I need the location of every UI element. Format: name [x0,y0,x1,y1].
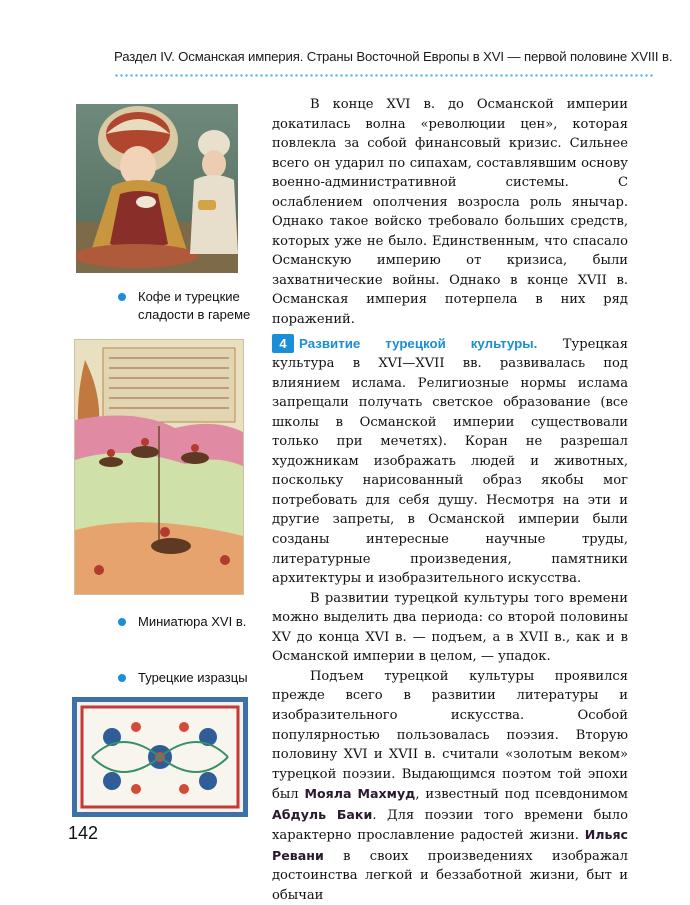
page-number: 142 [68,823,99,843]
poet-pseudonym-abdul-baki: Абдуль Баки [272,806,373,822]
header-dotted-rule [114,74,654,77]
tiles-illustration [72,697,248,817]
caption-harem-coffee: Кофе и турецкие сладости в гареме [138,289,251,322]
paragraph-1: В конце XVI в. до Османской империи докатилась волна «революции цен», которая повлекла за собой финансовый кризис. Сильнее всего он ударил по сипахам, составлявшим основу военно-административной системы. С ослаблением ополчения возросла роль янычар. Однако такое войско требовало больших средств, которых уже не было. Единственным, что спасало Османскую империю от кризиса, были захватнические войны. Однако в конце XVII в. Османская империя потерпела в них ряд поражений. [272,97,628,328]
section-number-badge: 4 [272,334,294,353]
caption-bullet-1 [118,293,126,301]
paragraph-2-text: Турецкая культура в XVI—XVII вв. развивалась под влиянием ислама. Религиозные нормы ислама запрещали получать светское образование (все школы в Османской империи существовали только при мечетях). Коран не разрешал художникам изображать людей и животных, поскольку нарисованный образ якобы мог потребовать для себя душу. Несмотря на эти и другие запреты, в Османской империи были созданы интересные научные труды, литературные произведения, памятники архитектуры и изобразительного искусства. [272,336,628,587]
poet-name-moyala-mahmud: Мояла Махмуд [304,786,416,802]
paragraph-4-part-d: в своих произведениях изображал достоинства легкой и беззаботной жизни, быт и обычаи [272,848,628,903]
running-header: Раздел IV. Османская империя. Страны Восточной Европы в XVI — первой половине XVIII в. [114,49,673,64]
paragraph-4 [272,667,628,905]
paragraph-4-part-b: , известный под псевдонимом [415,787,628,803]
section-title: Развитие турецкой культуры. [299,335,538,351]
caption-bullet-2 [118,618,126,626]
main-text-column [272,95,628,905]
caption-tiles: Турецкие изразцы [138,670,248,685]
paragraph-3: В развитии турецкой культуры того времени можно выделить два периода: со второй половины XV до конца XVI в. — подъем, а в XVII в., как и в Османской империи в целом, — упадок. [272,590,628,665]
caption-miniature: Миниатюра XVI в. [138,614,247,629]
miniature-illustration [75,340,243,594]
poet-name-ilyas-revani: Ильяс Ревани [272,827,628,863]
paragraph-2 [272,334,628,589]
paragraph-4-part-a: Подъем турецкой культуры проявился прежде всего в развитии литературы и изобразительного искусства. Особой популярностью пользовалась поэзия. Вторую половину XVI и XVII в. считали «золотым веком» турецкой поэзии. Выдающимся поэтом той эпохи был [272,668,628,803]
caption-bullet-3 [118,674,126,682]
turkish-tiles-image [72,697,248,817]
harem-coffee-painting [76,104,238,273]
paragraph-4-part-c: . Для поэзии того времени было характерно прославление радостей жизни. [272,807,628,844]
harem-coffee-illustration [76,104,238,273]
miniature-painting [75,340,243,594]
